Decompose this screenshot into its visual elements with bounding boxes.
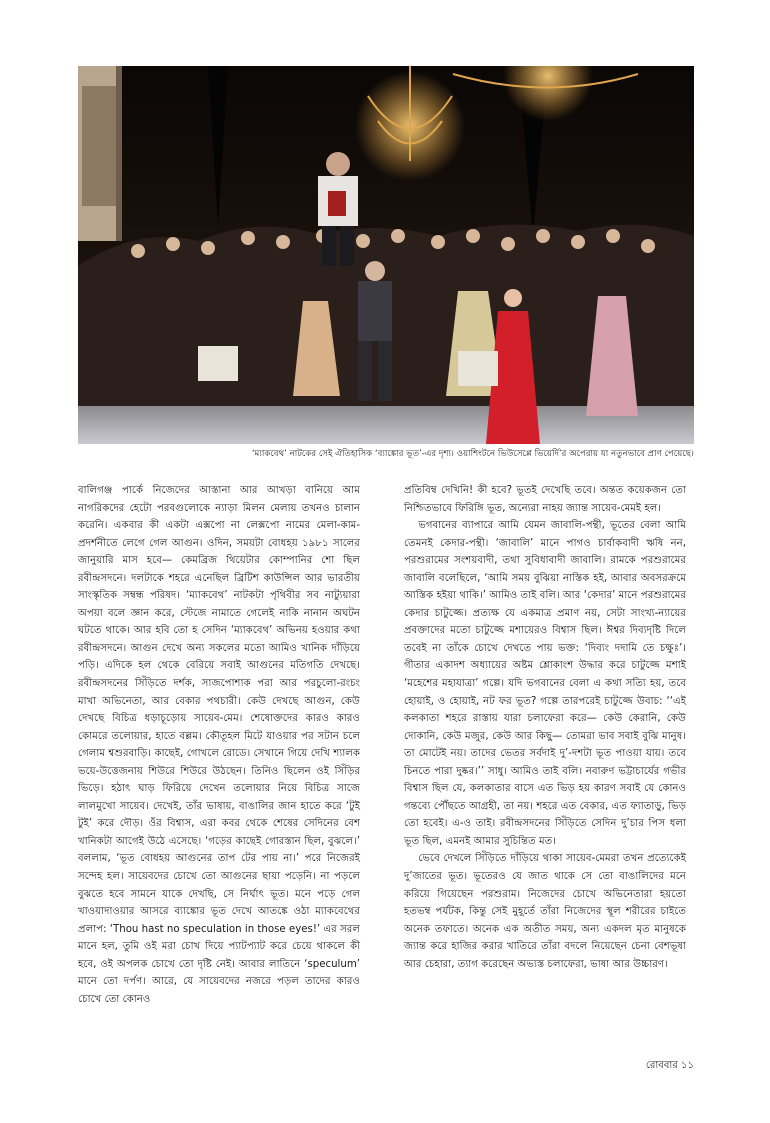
paragraph: প্রতিবিম্ব দেখিনি! কী হবে? ভূতই দেখেছি তবে। অন্তত কয়েকজন তো নিশ্চিতভাবে ফিরিঙ্গি ভূত, অন্যেরা নাহয় জ্যান্ত সায়েব-মেমই হল। bbox=[404, 485, 686, 514]
chair bbox=[458, 351, 498, 386]
paragraph: ভেবে দেখলে সিঁড়িতে দাঁড়িয়ে থাকা সায়েব-মেমরা তখন প্রত্যেকেই দু’জাতের ভূত। ভূতেরও যে জাত থাকে সে তো বাঙালিদের মনে করিয়ে গিয়েছেন পরশুরাম। নিজেদের চোখে অভিনেতারা হয়তো হতভম্ব পর্যটক, কিন্তু সেই মুহূর্তে তাঁরা নিজেদের স্থূল শরীরের চাইতে অনেক তফাতে। অনেক এক অতীত সময়, অন্য একদল মৃত মানুষকে জ্যান্ত করে হাজির করার খাতিরে তাঁরা বদলে নিয়েছেন চেনা বেশভূষা আর চেহারা, ত্যাগ করেছেন অভ্যস্ত চলাফেরা, ভাষা আর উচ্চারণ। bbox=[404, 853, 686, 970]
page-folio: রোববার ১১ bbox=[645, 1060, 694, 1071]
photo-caption: ‘ম্যাকবেথ’ নাটকের সেই ঐতিহাসিক ‘ব্যাঙ্কোর ভূত’-এর দৃশ্য। ওয়াশিংটনে ভিউসেপ্পে ভিয়ের্দি’র অপেরায় যা নতুনভাবে প্রাণ পেয়েছে। bbox=[251, 449, 694, 459]
paragraph: ভগবানের ব্যাপারে আমি যেমন জাবালি-পন্থী, ভূতের বেলা আমি তেমনই কেদার-পন্থী। ‘জাবালি’ মানে পাগও চার্বাকবাদী ঋষি নন, পরশুরামের সংশয়বাদী, তথা সুবিধাবাদী জাবালি। রামকে পরশুরামের জাবালি বলেছিলে, ‘আমি সময় বুঝিয়া নাস্তিক হই, আবার অবসরক্রমে আস্তিক হইয়া থাকি।’ আমিও তাই বলি। আর ‘কেদার’ মানে পরশুরামের কেদার চাটুজ্জে। প্রত্যক্ষ যে একমাত্র প্রমাণ নয়, সেটা সাংখ্য-ন্যায়ের প্রবক্তাদের মতো চাটুজ্জে মশায়েরও বিশ্বাস ছিল। ঈশ্বর দিব্যদৃষ্টি দিলে তবেই না তাঁকে চোখে দেখতে পায় ভক্ত: ‘দিব্যং দদামি তে চক্ষুঃ’। গীতার একাদশ অধ্যায়ের অষ্টম শ্লোকাংশ উদ্ধার করে চাটুজ্জে মশাই ‘মহেশের মহাযাত্রা’ গল্পে। যদি ভগবানের বেলা এ কথা সত্যি হয়, তবে হোয়াই, ও হোয়াই, নট ফর ভূত? গল্পে তারপরেই চাটুজ্জে উবাচ: ‘‘এই কলকাতা শহরে রাস্তায় যারা চলাফেরা করে— কেউ কেরানি, কেউ দোকানি, কেউ মজুর, কেউ আর কিছু— তোমরা ভাব সবাই বুঝি মানুষ। তা মোটেই নয়। তাদের ভেতর সর্বদাই দু’-দশটা ভূত পাওয়া যায়। তবে চিনতে পারা দুষ্কর।’’ সাধু। আমিও তাই বলি। নবারুণ ভট্টাচার্যের গভীর বিশ্বাস ছিল যে, কলকাতার বাসে এত ভিড় হয় কারণ সবাই যে কোনও গন্তব্যে পৌঁছতে আগ্রহী, তা নয়। শহরে এত বেকার, এত ফ্যাতাড়ু, ভিড় তো হবেই। এ-ও তাই। রবীন্দ্রসদনের সিঁড়িতে সেদিন দু’চার পিস ধলা ভূত ছিল, এমনই আমার সুচিন্তিত মত। bbox=[404, 520, 686, 847]
stage-illustration bbox=[78, 66, 694, 444]
paragraph: বালিগঞ্জ পার্কে নিজেদের আস্তানা আর আখড়া বানিয়ে আম নাগরিকদের হেটো পরবগুলোকে ন্যাড়া মিলন মেলায় তখনও চালান করেনি। একবার কী একটা এক্সপো না লেক্সপো নামের মেলা-কাম-প্রদর্শনীতে লেগে গেল আগুন। ওদিন, সময়টা বোধহয় ১৯৮১ সালের জানুয়ারি মাস হবে— কেমব্রিজ থিয়েটার কোম্পানির শো ছিল রবীন্দ্রসদনে। দলটাকে শহরে এনেছিল ব্রিটিশ কাউন্সিল আর ভারতীয় সাংস্কৃতিক সম্বন্ধ পরিষদ। ‘ম্যাকবেথ’ নাটকটা পৃথিবীর সব নাট্যুয়ারা অপয়া বলে জ্ঞান করে, স্টেজে নামাতে গেলেই নাকি নানান অঘটন ঘটতে থাকে। আর হবি তো হ সেদিন ‘ম্যাকবেথ’ অভিনয় হওয়ার কথা রবীন্দ্রসদনে। আগুন দেখে অন্য সকলের মতো আমিও খানিক দাঁড়িয়ে পড়ি। এদিকে হল থেকে বেরিয়ে সবাই আগুনের মতিগতি দেখছে। রবীন্দ্রসদনের সিঁড়িতে দর্শক, সাজপোশাক পরা আর পরচুলো-রংচং মাখা অভিনেতা, আর বেকার পথচারী। কেউ দেখছে আগুন, কেউ দেখছে বিচিত্র ধড়াচূড়োয় সায়েব-মেম। শেষোক্তদের কারও কারও কোমরে তলোয়ার, হাতে বল্লম। কৌতূহল মিটে যাওয়ার পর সটান চলে গেলাম শ্বশুরবাড়ি। কাছেই, গোখলে রোডে। সেখানে গিয়ে দেখি শ্যালক ভয়ে-উত্তেজনায় শিউরে শিউরে উঠছেন। তিনিও ছিলেন ওই সিঁড়ির ভিড়ে। হঠাৎ ঘাড় ফিরিয়ে দেখেন তলোয়ার নিয়ে বিচিত্র সাজে লালমুখো সায়েব। দেখেই, তাঁর ভাষায়, বাঙালির জান হাতে করে ‘টুই টুই’ করে দৌড়। ওঁর বিশ্বাস, এরা কবর থেকে শেষের সেদিনের বেশ খানিকটা আগেই উঠে এসেছে। ‘গড়ের কাছেই গোরস্তান ছিল, বুঝলে।’ বললাম, ‘ভূত বোধহয় আগুনের তাপ টের পায় না।’ পরে নিজেরই সন্দেহ হল। সায়েবদের চোখে তো আগুনের ছায়া পড়েনি। না পড়লে বুঝতে হবে সামনে যাকে দেখছি, সে নির্ঘাৎ ভূত। মনে পড়ে গেল খাওয়াদাওয়ার আসরে ব্যাঙ্কোর ভূত দেখে আতঙ্কে ওঠা ম্যাকবেথের প্রলাপ: ‘Thou hast no speculation in those eyes!’ এর সরল মানে হল, তুমি ওই মরা চোখ দিয়ে প্যাটপ্যাট করে চেয়ে থাকলে কী হবে, ওই অপলক চোখে তো দৃষ্টি নেই। আবার লাতিনে ‘speculum’ মানে তো দর্পণ। আরে, যে সায়েবদের নজরে পড়ল তাদের কারও চোখে তো কোনও bbox=[78, 485, 360, 1005]
article-column-right bbox=[404, 482, 686, 973]
chair bbox=[198, 346, 238, 381]
article-column-left bbox=[78, 482, 360, 1008]
opera-stage-photo bbox=[78, 66, 694, 444]
